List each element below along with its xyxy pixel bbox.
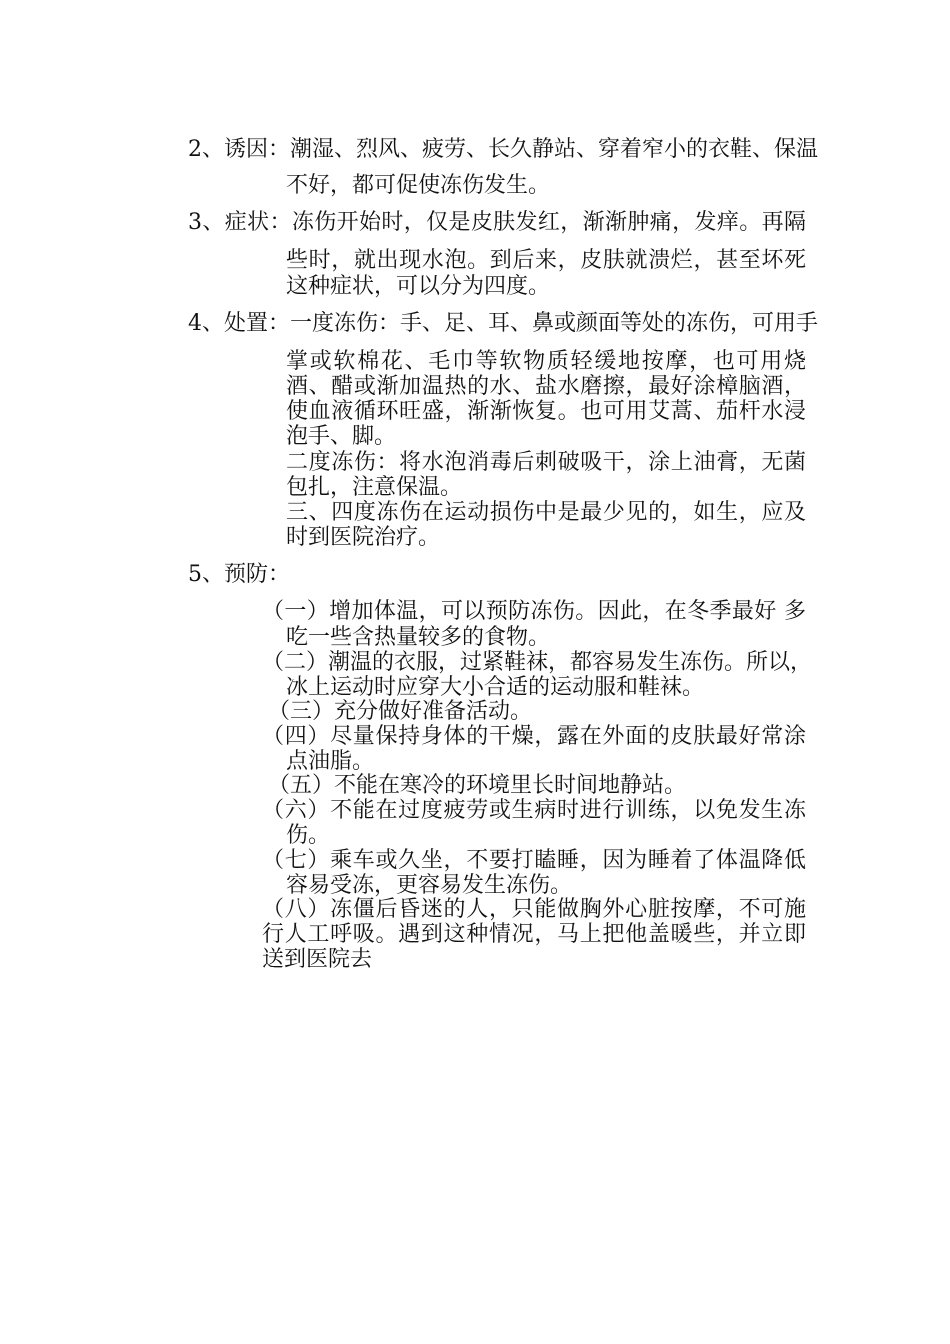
- prevention-item-6-line-1: （六）不能在过度疲劳或生病时进行训练，以免发生冻: [262, 798, 806, 823]
- section-4-line-9: 时到医院治疗。: [286, 525, 441, 550]
- section-5-heading: 5、预防：: [188, 562, 290, 587]
- section-4-line-8: 三、四度冻伤在运动损伤中是最少见的，如生，应及: [286, 500, 806, 525]
- section-2-line-1: 2、诱因：潮湿、烈风、疲劳、长久静站、穿着窄小的衣鞋、保温: [188, 137, 818, 162]
- prevention-item-7-line-2: 容易受冻，更容易发生冻伤。: [286, 873, 573, 898]
- section-4-line-4: 使血液循环旺盛，渐渐恢复。也可用艾蒿、茄杆水浸: [286, 399, 806, 424]
- section-4-line-5: 泡手、脚。: [286, 424, 397, 449]
- section-4-line-2: 掌或软棉花、毛巾等软物质轻缓地按摩，也可用烧: [286, 349, 806, 374]
- prevention-item-8-line-3: 送到医院去: [262, 947, 373, 972]
- prevention-item-8-line-2: 行人工呼吸。遇到这种情况，马上把他盖暖些，并立即: [262, 922, 806, 947]
- section-4-line-6: 二度冻伤：将水泡消毒后刺破吸干，涂上油膏，无菌: [286, 450, 806, 475]
- prevention-item-2-line-2: 冰上运动时应穿大小合适的运动服和鞋袜。: [286, 675, 705, 700]
- section-3-line-3: 这种症状，可以分为四度。: [286, 274, 551, 299]
- prevention-item-2-line-1: （二）潮温的衣服，过紧鞋袜，都容易发生冻伤。所以，: [262, 650, 813, 675]
- section-4-line-3: 酒、醋或渐加温热的水、盐水磨擦，最好涂樟脑酒，: [286, 374, 806, 399]
- section-2-line-2: 不好，都可促使冻伤发生。: [286, 173, 551, 198]
- prevention-item-3-line-1: （三）充分做好准备活动。: [268, 699, 533, 724]
- section-3-line-2: 些时，就出现水泡。到后来，皮肤就溃烂，甚至坏死: [286, 248, 806, 273]
- section-4-line-7: 包扎，注意保温。: [286, 475, 463, 500]
- prevention-item-4-line-1: （四）尽量保持身体的干燥，露在外面的皮肤最好常涂: [262, 724, 806, 749]
- prevention-item-7-line-1: （七）乘车或久坐，不要打瞌睡，因为睡着了体温降低: [262, 848, 806, 873]
- prevention-item-8-line-1: （八）冻僵后昏迷的人，只能做胸外心脏按摩，不可施: [262, 897, 806, 922]
- prevention-item-5-line-1: （五）不能在寒冷的环境里长时间地静站。: [268, 773, 687, 798]
- section-3-line-1: 3、症状：冻伤开始时，仅是皮肤发红，渐渐肿痛，发痒。再隔: [188, 210, 806, 235]
- prevention-item-1-line-2: 吃一些含热量较多的食物。: [286, 625, 551, 650]
- prevention-item-4-line-2: 点油脂。: [286, 749, 375, 774]
- section-4-line-1: 4、处置：一度冻伤：手、足、耳、鼻或颜面等处的冻伤，可用手: [188, 311, 818, 336]
- prevention-item-6-line-2: 伤。: [286, 823, 331, 848]
- prevention-item-1-line-1: （一）增加体温，可以预防冻伤。因此，在冬季最好 多: [262, 599, 806, 624]
